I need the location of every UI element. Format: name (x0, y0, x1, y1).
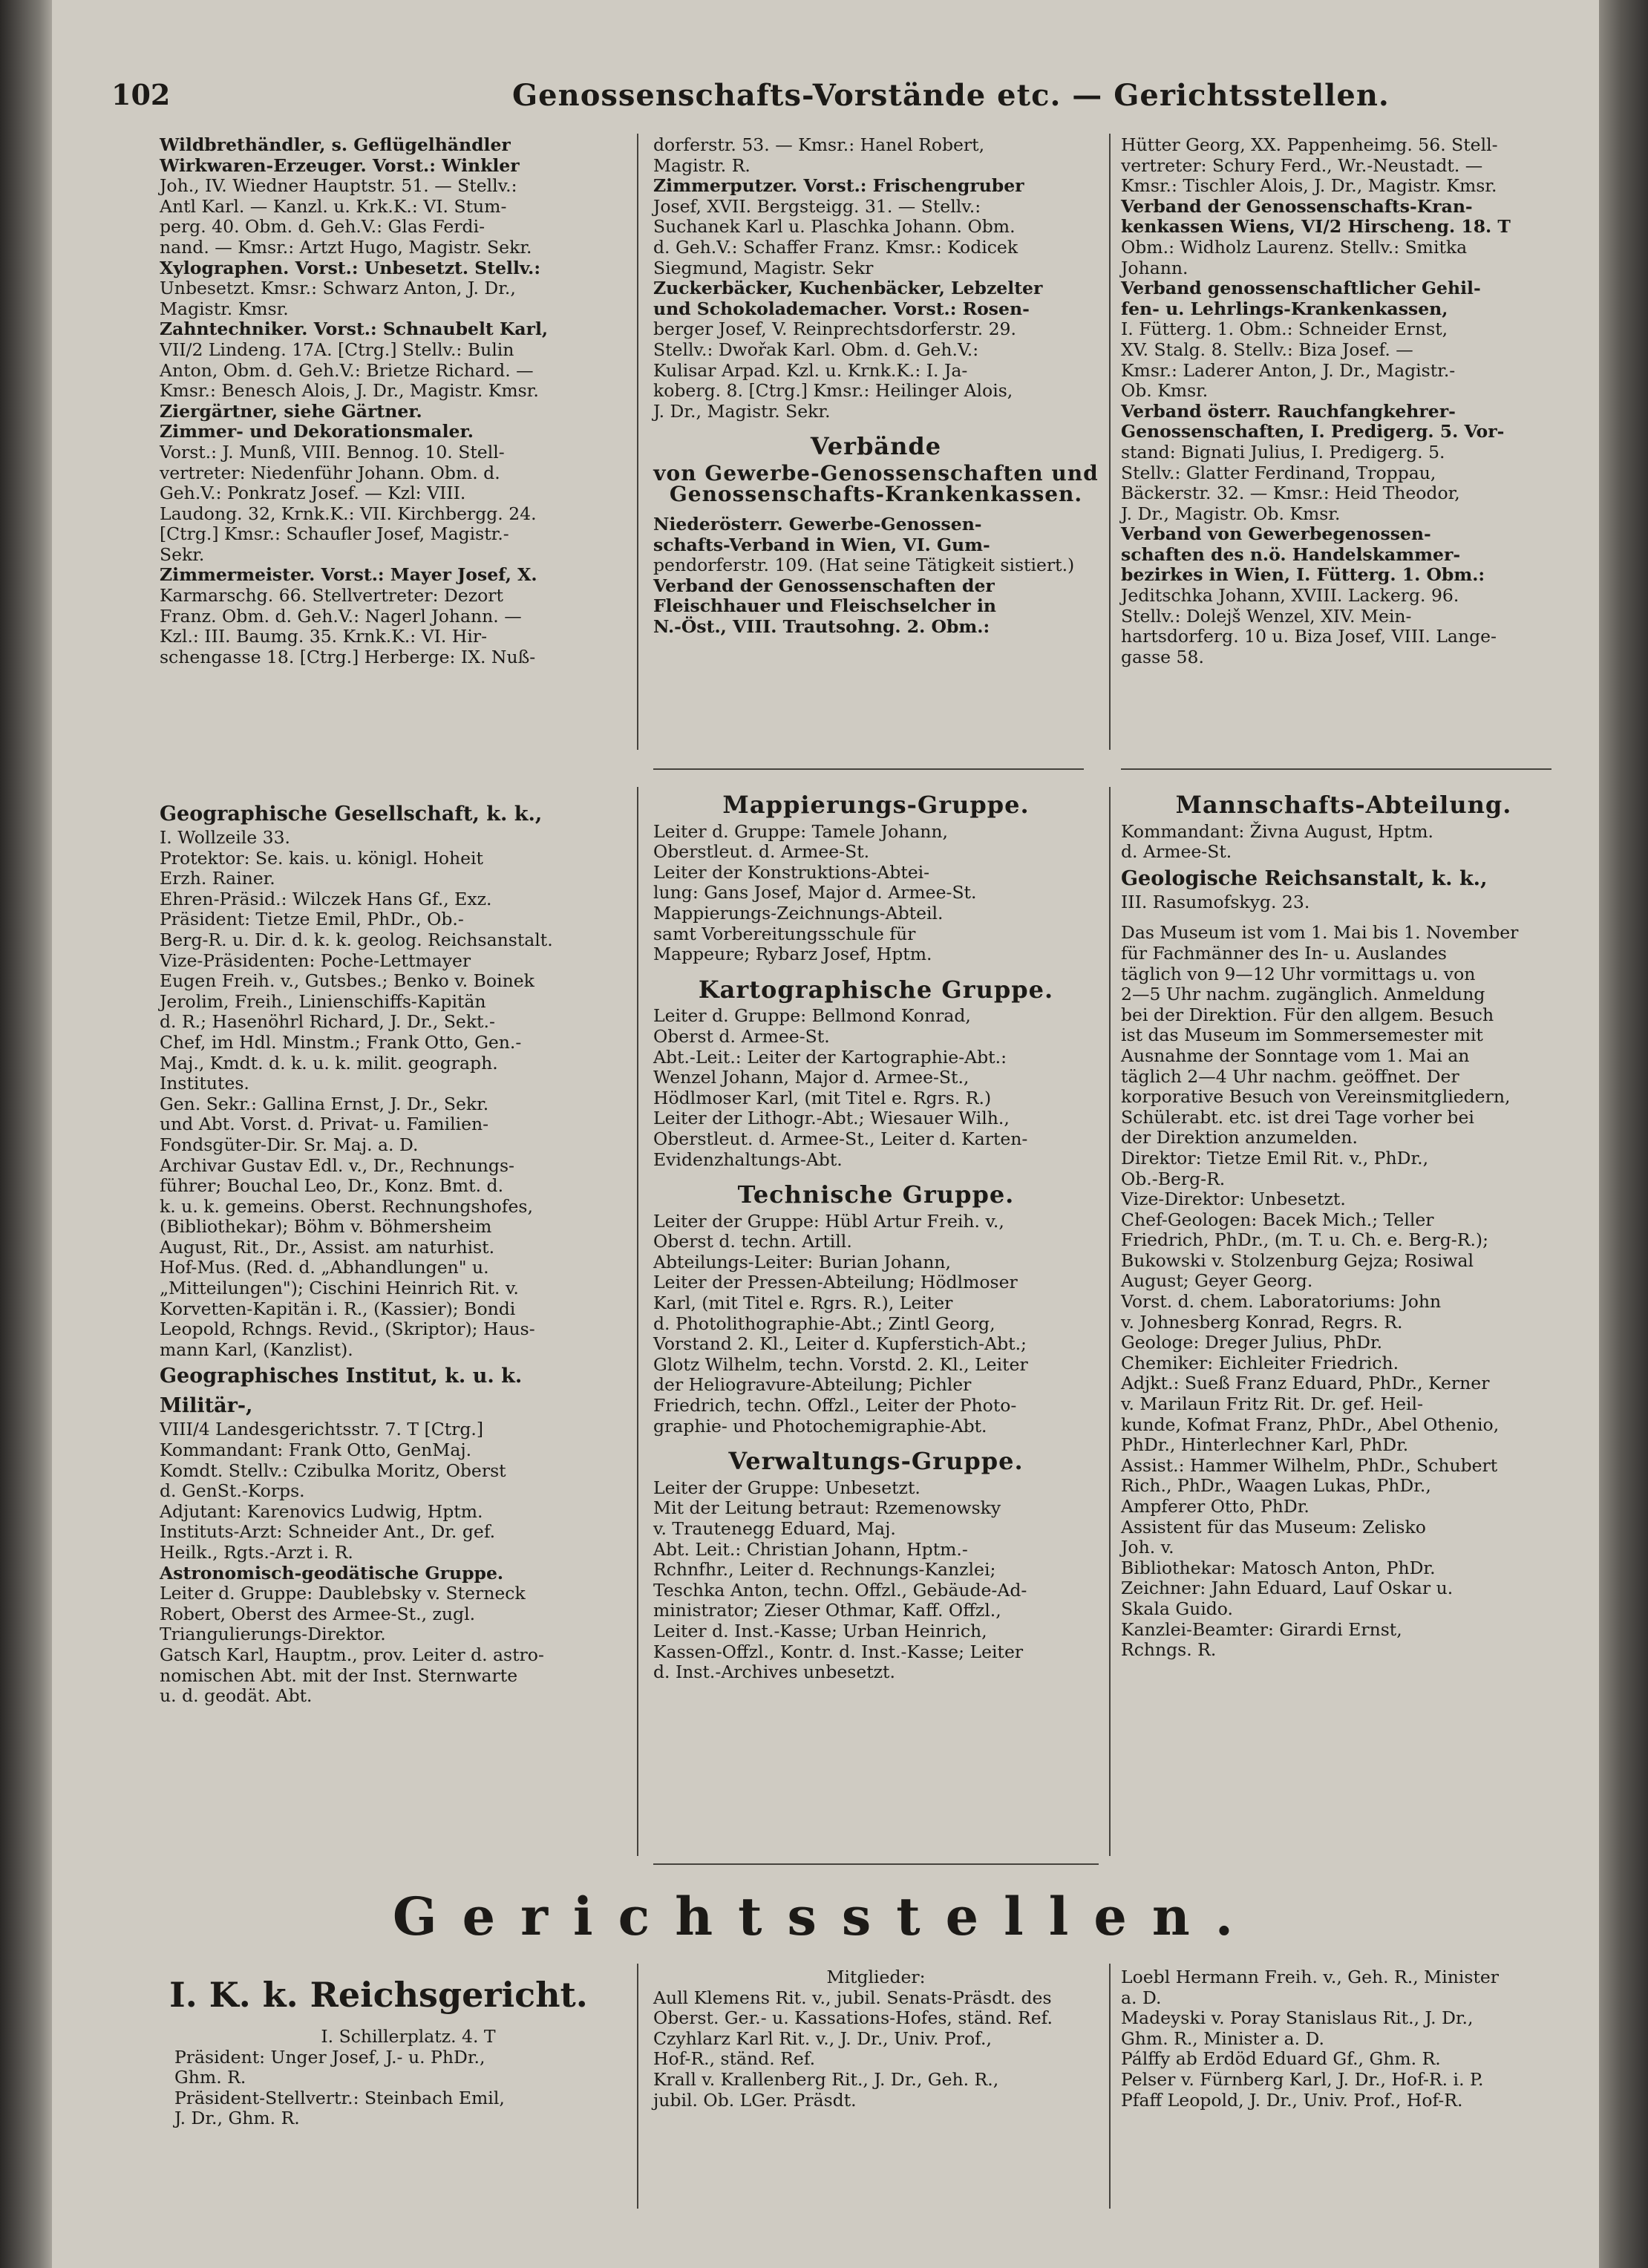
entry-line: hartsdorferg. 10 u. Biza Josef, VIII. Lange- (1121, 626, 1497, 647)
entry-line: Hof-Mus. (Red. d. „Abhandlungen" u. (160, 1257, 489, 1278)
entry-line: Leiter d. Gruppe: Tamele Johann, (653, 820, 948, 842)
entry-line: schengasse 18. [Ctrg.] Herberge: IX. Nuß- (160, 646, 536, 667)
entry-line: Leiter der Lithogr.-Abt.; Wiesauer Wilh., (653, 1108, 1010, 1129)
entry-heading-line: Geographisches Institut, k. u. k. (160, 1365, 523, 1388)
group-heading: Technische Gruppe. (737, 1180, 1015, 1209)
entry-line: Leiter d. Gruppe: Bellmond Konrad, (653, 1005, 971, 1027)
entry-line: Protektor: Se. kais. u. königl. Hoheit (160, 847, 483, 869)
entry-line: ist das Museum im Sommersemester mit (1121, 1024, 1483, 1046)
entry-line: Heilk., Rgts.-Arzt i. R. (160, 1542, 353, 1563)
spacer (653, 422, 1099, 432)
entry-line: Kommandant: Frank Otto, GenMaj. (160, 1439, 472, 1461)
entry-line: Kmsr.: Benesch Alois, J. Dr., Magistr. Kmsr. (160, 380, 539, 402)
entry-line: Direktor: Tietze Emil Rit. v., PhDr., (1121, 1147, 1429, 1169)
entry-line: „Mitteilungen"); Cischini Heinrich Rit. v. (160, 1278, 519, 1299)
entry-line: Anton, Obm. d. Geh.V.: Brietze Richard. — (160, 359, 534, 381)
entry-line: Ampferer Otto, PhDr. (1121, 1496, 1309, 1517)
entry-line: Mappeure; Rybarz Josef, Hptm. (653, 944, 932, 965)
entry-line: stand: Bignati Julius, I. Predigerg. 5. (1121, 441, 1445, 463)
entry-line: Vorst.: J. Munß, VIII. Bennog. 10. Stell- (160, 441, 505, 463)
spacer (1121, 912, 1566, 923)
entry-line: Kanzlei-Beamter: Girardi Ernst, (1121, 1618, 1402, 1640)
entry-line: Schülerabt. etc. ist drei Tage vorher bei (1121, 1106, 1474, 1128)
entry-line: Abteilungs-Leiter: Burian Johann, (653, 1251, 951, 1272)
entry-line: d. Armee-St. (1121, 841, 1232, 863)
entry-line: Pelser v. Fürnberg Karl, J. Dr., Hof-R. i. P. (1121, 2068, 1484, 2090)
entry-line: Josef, XVII. Bergsteigg. 31. — Stellv.: (653, 195, 981, 217)
entry-heading-line: Verband österr. Rauchfangkehrer- (1121, 400, 1456, 422)
entry-line: lung: Gans Josef, Major d. Armee-St. (653, 882, 977, 903)
column-1-middle (160, 798, 624, 1707)
entry-line: Archivar Gustav Edl. v., Dr., Rechnungs- (160, 1154, 514, 1176)
entry-line: Hof-R., ständ. Ref. (653, 2048, 816, 2070)
entry-line: III. Rasumofskyg. 23. (1121, 891, 1310, 912)
entry-line: VII/2 Lindeng. 17A. [Ctrg.] Stellv.: Bulin (160, 339, 514, 360)
entry-line: Pálffy ab Erdöd Eduard Gf., Ghm. R. (1121, 2048, 1441, 2070)
column-3-top (1121, 135, 1566, 667)
entry-line: Friedrich, PhDr., (m. T. u. Ch. e. Berg-R.); (1121, 1229, 1489, 1251)
entry-line: nomischen Abt. mit der Inst. Sternwarte (160, 1664, 518, 1686)
entry-line: Bibliothekar: Matosch Anton, PhDr. (1121, 1557, 1436, 1578)
entry-line: gasse 58. (1121, 646, 1204, 667)
entry-line: vertreter: Schury Ferd., Wr.-Neustadt. — (1121, 154, 1483, 176)
entry-line: Glotz Wilhelm, techn. Vorstd. 2. Kl., Leiter (653, 1353, 1028, 1375)
entry-line: Präsident-Stellvertr.: Steinbach Emil, (174, 2087, 505, 2108)
entry-line: Unbesetzt. Kmsr.: Schwarz Anton, J. Dr., (160, 278, 516, 299)
entry-line: Johann. (1121, 257, 1188, 278)
entry-line: Ausnahme der Sonntage vom 1. Mai an (1121, 1045, 1470, 1066)
section-divider (653, 1863, 1099, 1865)
entry-heading-line: Verband der Genossenschaften der (653, 575, 995, 596)
column-divider (1109, 787, 1111, 1856)
entry-heading-line: Zuckerbäcker, Kuchenbäcker, Lebzelter (653, 278, 1043, 299)
entry-line: I. Wollzeile 33. (160, 827, 291, 848)
entry-line: Vize-Präsidenten: Poche-Lettmayer (160, 950, 471, 971)
entry-heading-line: bezirkes in Wien, I. Fütterg. 1. Obm.: (1121, 564, 1485, 586)
entry-line: Madeyski v. Poray Stanislaus Rit., J. Dr., (1121, 2007, 1474, 2029)
entry-line: d. R.; Hasenöhrl Richard, J. Dr., Sekt.- (160, 1011, 495, 1033)
entry-line: Chef-Geologen: Bacek Mich.; Teller (1121, 1209, 1434, 1230)
entry-line: Mitglieder: (826, 1967, 926, 1987)
entry-line: Laudong. 32, Krnk.K.: VII. Kirchbergg. 24. (160, 503, 537, 524)
entry-heading-line: Zimmermeister. Vorst.: Mayer Josef, X. (160, 564, 537, 586)
entry-line: Sekr. (160, 543, 205, 565)
column-divider (637, 787, 638, 1856)
entry-line: I. Fütterg. 1. Obm.: Schneider Ernst, (1121, 318, 1448, 340)
entry-line: Magistr. R. (653, 154, 751, 176)
entry-line: Vorstand 2. Kl., Leiter d. Kupferstich-Abt.; (653, 1333, 1027, 1355)
entry-line: Assistent für das Museum: Zelisko (1121, 1516, 1426, 1537)
entry-line: u. d. geodät. Abt. (160, 1685, 313, 1707)
entry-line: Erzh. Rainer. (160, 868, 275, 889)
entry-line: d. Photolithographie-Abt.; Zintl Georg, (653, 1313, 995, 1334)
reichsgericht-column-1 (174, 2027, 642, 2129)
entry-line: korporative Besuch von Vereinsmitgliedern, (1121, 1086, 1511, 1108)
entry-line: d. Geh.V.: Schaffer Franz. Kmsr.: Kodicek (653, 236, 1018, 258)
entry-line: Czyhlarz Karl Rit. v., J. Dr., Univ. Prof., (653, 2027, 992, 2049)
entry-line: Evidenzhaltungs-Abt. (653, 1148, 843, 1170)
entry-heading-line: Niederösterr. Gewerbe-Genossen- (653, 514, 982, 535)
entry-heading-line: Militär-, (160, 1394, 253, 1418)
entry-heading-line: Wirkwaren-Erzeuger. Vorst.: Winkler (160, 154, 520, 176)
entry-line: Wenzel Johann, Major d. Armee-St., (653, 1067, 969, 1088)
entry-line: v. Johnesberg Konrad, Regrs. R. (1121, 1311, 1403, 1333)
entry-line: vertreter: Niedenführ Johann. Obm. d. (160, 462, 500, 483)
entry-line: Bukowski v. Stolzenburg Gejza; Rosiwal (1121, 1249, 1474, 1271)
entry-heading-line: schaften des n.ö. Handelskammer- (1121, 543, 1461, 565)
entry-heading-line: Zahntechniker. Vorst.: Schnaubelt Karl, (160, 318, 549, 340)
entry-line: Oberstleut. d. Armee-St. (653, 841, 870, 863)
entry-line: d. GenSt.-Korps. (160, 1480, 305, 1502)
column-divider (1109, 134, 1111, 750)
group-heading: Mannschafts-Abteilung. (1175, 791, 1512, 819)
entry-line: PhDr., Hinterlechner Karl, PhDr. (1121, 1434, 1409, 1456)
column-2-top (653, 135, 1099, 638)
entry-line: (Bibliothekar); Böhm v. Böhmersheim (160, 1216, 492, 1238)
entry-line: Leiter d. Inst.-Kasse; Urban Heinrich, (653, 1620, 987, 1641)
entry-line: Vorst. d. chem. Laboratoriums: John (1121, 1291, 1442, 1313)
entry-heading-line: Geographische Gesellschaft, k. k., (160, 803, 543, 826)
entry-line: Pfaff Leopold, J. Dr., Univ. Prof., Hof-R. (1121, 2089, 1463, 2111)
entry-heading-line: Genossenschaften, I. Predigerg. 5. Vor- (1121, 421, 1505, 442)
entry-line: führer; Bouchal Leo, Dr., Konz. Bmt. d. (160, 1175, 504, 1197)
entry-line: Krall v. Krallenberg Rit., J. Dr., Geh. R., (653, 2068, 999, 2090)
entry-line: Joh., IV. Wiedner Hauptstr. 51. — Stellv.: (160, 175, 517, 197)
column-3-middle (1121, 791, 1566, 1661)
entry-heading-line: Verband genossenschaftlicher Gehil- (1121, 278, 1481, 299)
entry-line: Kmsr.: Laderer Anton, J. Dr., Magistr.- (1121, 359, 1456, 381)
entry-line: 2—5 Uhr nachm. zugänglich. Anmeldung (1121, 984, 1485, 1005)
entry-line: ministrator; Zieser Othmar, Kaff. Offzl., (653, 1600, 1001, 1621)
group-heading: Verwaltungs-Gruppe. (728, 1447, 1024, 1476)
entry-line: I. Schillerplatz. 4. T (321, 2026, 496, 2047)
entry-line: Franz. Obm. d. Geh.V.: Nagerl Johann. — (160, 605, 522, 627)
entry-line: Vize-Direktor: Unbesetzt. (1121, 1189, 1346, 1210)
page-number: 102 (111, 78, 171, 111)
entry-line: Geologe: Dreger Julius, PhDr. (1121, 1332, 1383, 1353)
entry-line: Friedrich, techn. Offzl., Leiter der Photo- (653, 1395, 1017, 1416)
entry-line: Leiter der Gruppe: Unbesetzt. (653, 1477, 921, 1498)
entry-line: Abt.-Leit.: Leiter der Kartographie-Abt.: (653, 1046, 1007, 1068)
entry-heading-line: schafts-Verband in Wien, VI. Gum- (653, 534, 990, 555)
entry-line: Stellv.: Dwořak Karl. Obm. d. Geh.V.: (653, 339, 979, 360)
entry-line: Ghm. R. (174, 2067, 246, 2088)
entry-line: Rich., PhDr., Waagen Lukas, PhDr., (1121, 1475, 1431, 1497)
entry-line: August, Rit., Dr., Assist. am naturhist. (160, 1236, 495, 1258)
reichsgericht-column-2 (653, 1967, 1099, 2111)
entry-heading-line: und Schokolademacher. Vorst.: Rosen- (653, 298, 1030, 319)
entry-line: Maj., Kmdt. d. k. u. k. milit. geograph. (160, 1052, 498, 1073)
entry-line: k. u. k. gemeins. Oberst. Rechnungshofes, (160, 1195, 533, 1217)
entry-line: v. Marilaun Fritz Rit. Dr. gef. Heil- (1121, 1393, 1424, 1415)
entry-heading-line: kenkassen Wiens, VI/2 Hirscheng. 18. T (1121, 216, 1511, 238)
entry-line: Rchnfhr., Leiter d. Rechnungs-Kanzlei; (653, 1559, 996, 1581)
entry-heading-line: Astronomisch-geodätische Gruppe. (160, 1562, 504, 1584)
entry-line: Skala Guido. (1121, 1598, 1234, 1619)
entry-line: koberg. 8. [Ctrg.] Kmsr.: Heilinger Alois, (653, 380, 1013, 402)
reichsgericht-column-3 (1121, 1967, 1566, 2111)
entry-heading-line: Zimmer- und Dekorationsmaler. (160, 421, 474, 442)
entry-line: VIII/4 Landesgerichtsstr. 7. T [Ctrg.] (160, 1419, 484, 1440)
entry-line: J. Dr., Ghm. R. (174, 2108, 300, 2129)
page-edge-shadow (1599, 0, 1648, 2268)
entry-line: der Heliogravure-Abteilung; Pichler (653, 1374, 972, 1396)
entry-line: Kmsr.: Tischler Alois, J. Dr., Magistr. Kmsr. (1121, 175, 1497, 197)
entry-line: Aull Klemens Rit. v., jubil. Senats-Präsdt. des (653, 1987, 1052, 2008)
entry-line: Oberst. Ger.- u. Kassations-Hofes, ständ. Ref. (653, 2007, 1053, 2029)
entry-line: samt Vorbereitungsschule für (653, 923, 916, 944)
entry-line: für Fachmänner des In- u. Auslandes (1121, 942, 1447, 964)
entry-line: v. Trautenegg Eduard, Maj. (653, 1518, 896, 1539)
entry-line: und Abt. Vorst. d. Privat- u. Familien- (160, 1114, 489, 1135)
entry-heading-line: Wildbrethändler, s. Geflügelhändler (160, 134, 511, 155)
entry-line: Stellv.: Dolejš Wenzel, XIV. Mein- (1121, 605, 1412, 627)
group-subheading: Genossenschafts-Krankenkassen. (669, 481, 1083, 506)
entry-line: Chef, im Hdl. Minstm.; Frank Otto, Gen.- (160, 1031, 522, 1053)
entry-line: nand. — Kmsr.: Artzt Hugo, Magistr. Sekr. (160, 236, 532, 258)
entry-line: graphie- und Photochemigraphie-Abt. (653, 1415, 987, 1437)
entry-line: täglich von 9—12 Uhr vormittags u. von (1121, 963, 1476, 984)
entry-line: August; Geyer Georg. (1121, 1270, 1313, 1292)
entry-line: Gen. Sekr.: Gallina Ernst, J. Dr., Sekr. (160, 1093, 489, 1114)
entry-line: dorferstr. 53. — Kmsr.: Hanel Robert, (653, 134, 985, 155)
entry-line: Bäckerstr. 32. — Kmsr.: Heid Theodor, (1121, 483, 1460, 504)
section-heading-gerichtsstellen: Gerichtsstellen. (392, 1886, 1259, 1947)
entry-line: Robert, Oberst des Armee-St., zugl. (160, 1603, 476, 1624)
entry-heading-line: Verband von Gewerbegenossen- (1121, 523, 1431, 545)
entry-line: Chemiker: Eichleiter Friedrich. (1121, 1352, 1399, 1373)
entry-line: Gatsch Karl, Hauptm., prov. Leiter d. astro- (160, 1644, 544, 1665)
entry-line: Loebl Hermann Freih. v., Geh. R., Minister (1121, 1967, 1500, 1987)
entry-line: Berg-R. u. Dir. d. k. k. geolog. Reichsanstalt. (160, 929, 553, 950)
entry-line: a. D. (1121, 1987, 1162, 2008)
entry-heading-line: Verband der Genossenschafts-Kran- (1121, 195, 1473, 217)
running-head (111, 78, 1390, 122)
column-divider (637, 1964, 638, 2209)
entry-line: Karmarschg. 66. Stellvertreter: Dezort (160, 585, 503, 607)
entry-line: J. Dr., Magistr. Sekr. (653, 400, 831, 422)
entry-line: Ghm. R., Minister a. D. (1121, 2027, 1325, 2049)
entry-line: Oberst d. Armee-St. (653, 1025, 830, 1047)
entry-line: Jerolim, Freih., Linienschiffs-Kapitän (160, 990, 486, 1012)
entry-line: bei der Direktion. Für den allgem. Besuch (1121, 1004, 1494, 1025)
entry-line: täglich 2—4 Uhr nachm. geöffnet. Der (1121, 1065, 1459, 1087)
entry-line: Institutes. (160, 1073, 249, 1094)
entry-line: Suchanek Karl u. Plaschka Johann. Obm. (653, 216, 1016, 238)
spacer (653, 1437, 1099, 1447)
entry-line: Adjutant: Karenovics Ludwig, Hptm. (160, 1500, 483, 1522)
entry-line: Leiter der Gruppe: Hübl Artur Freih. v., (653, 1210, 1004, 1232)
entry-line: Ehren-Präsid.: Wilczek Hans Gf., Exz. (160, 888, 492, 909)
entry-line: Kulisar Arpad. Kzl. u. Krnk.K.: I. Ja- (653, 359, 968, 381)
entry-line: Leiter der Pressen-Abteilung; Hödlmoser (653, 1272, 1018, 1293)
entry-line: jubil. Ob. LGer. Präsdt. (653, 2089, 857, 2111)
entry-heading-line: N.-Öst., VIII. Trautsohng. 2. Obm.: (653, 616, 990, 638)
entry-line: Leopold, Rchngs. Revid., (Skriptor); Haus- (160, 1318, 535, 1340)
entry-line: mann Karl, (Kanzlist). (160, 1339, 353, 1360)
entry-line: Magistr. Kmsr. (160, 298, 289, 319)
subsection-heading-reichsgericht: I. K. k. Reichsgericht. (169, 1975, 588, 2015)
entry-line: Zeichner: Jahn Eduard, Lauf Oskar u. (1121, 1578, 1454, 1599)
entry-line: kunde, Kofmat Franz, PhDr., Abel Othenio, (1121, 1414, 1500, 1435)
section-divider (1121, 768, 1551, 770)
entry-line: Geh.V.: Ponkratz Josef. — Kzl: VIII. (160, 483, 466, 504)
entry-line: Rchngs. R. (1121, 1639, 1217, 1661)
entry-heading-line: Geologische Reichsanstalt, k. k., (1121, 866, 1488, 890)
entry-line: Eugen Freih. v., Gutsbes.; Benko v. Boinek (160, 970, 534, 992)
entry-heading-line: Xylographen. Vorst.: Unbesetzt. Stellv.: (160, 257, 541, 278)
entry-line: Instituts-Arzt: Schneider Ant., Dr. gef. (160, 1521, 496, 1543)
entry-line: Teschka Anton, techn. Offzl., Gebäude-Ad- (653, 1579, 1027, 1601)
entry-line: Obm.: Widholz Laurenz. Stellv.: Smitka (1121, 236, 1468, 258)
group-heading: Kartographische Gruppe. (698, 975, 1054, 1004)
entry-line: Präsident: Unger Josef, J.- u. PhDr., (174, 2046, 485, 2068)
entry-line: Präsident: Tietze Emil, PhDr., Ob.- (160, 909, 464, 930)
entry-line: Das Museum ist vom 1. Mai bis 1. November (1121, 922, 1519, 944)
entry-heading-line: Ziergärtner, siehe Gärtner. (160, 400, 422, 422)
entry-line: Assist.: Hammer Wilhelm, PhDr., Schubert (1121, 1454, 1498, 1476)
entry-line: Mit der Leitung betraut: Rzemenowsky (653, 1497, 1001, 1519)
entry-line: Ob.-Berg-R. (1121, 1168, 1226, 1189)
entry-heading-line: fen- u. Lehrlings-Krankenkassen, (1121, 298, 1448, 319)
entry-line: Triangulierungs-Direktor. (160, 1624, 386, 1645)
book-spine-shadow (0, 0, 52, 2268)
group-heading: Mappierungs-Gruppe. (722, 791, 1030, 819)
entry-line: Karl, (mit Titel e. Rgrs. R.), Leiter (653, 1293, 953, 1314)
entry-line: XV. Stalg. 8. Stellv.: Biza Josef. — (1121, 339, 1413, 360)
column-divider (637, 134, 638, 750)
entry-line: Mappierungs-Zeichnungs-Abteil. (653, 902, 944, 924)
spacer (653, 1170, 1099, 1180)
entry-heading-line: Fleischhauer und Fleischselcher in (653, 595, 996, 617)
entry-line: Kommandant: Živna August, Hptm. (1121, 820, 1434, 842)
entry-line: Komdt. Stellv.: Czibulka Moritz, Oberst (160, 1460, 506, 1481)
entry-line: J. Dr., Magistr. Ob. Kmsr. (1121, 503, 1341, 524)
entry-line: Joh. v. (1121, 1537, 1174, 1558)
entry-line: d. Inst.-Archives unbesetzt. (653, 1661, 895, 1683)
entry-line: Hütter Georg, XX. Pappenheimg. 56. Stell- (1121, 134, 1498, 155)
entry-line: Kzl.: III. Baumg. 35. Krnk.K.: VI. Hir- (160, 626, 488, 647)
entry-line: Ob. Kmsr. (1121, 380, 1209, 402)
column-1-top (160, 135, 624, 667)
entry-line: Kassen-Offzl., Kontr. d. Inst.-Kasse; Leiter (653, 1641, 1024, 1662)
column-2-middle (653, 791, 1099, 1683)
group-heading: Verbände (810, 432, 942, 461)
entry-line: perg. 40. Obm. d. Geh.V.: Glas Ferdi- (160, 216, 485, 238)
entry-line: [Ctrg.] Kmsr.: Schaufler Josef, Magistr.- (160, 523, 509, 545)
entry-line: Oberstleut. d. Armee-St., Leiter d. Karten- (653, 1128, 1028, 1149)
entry-line: berger Josef, V. Reinprechtsdorferstr. 29. (653, 318, 1016, 340)
entry-heading-line: Zimmerputzer. Vorst.: Frischengruber (653, 175, 1024, 197)
entry-line: Jeditschka Johann, XVIII. Lackerg. 96. (1121, 585, 1459, 607)
entry-line: Leiter d. Gruppe: Daublebsky v. Sterneck (160, 1583, 526, 1604)
section-divider (653, 768, 1084, 770)
page-title: Genossenschafts-Vorstände etc. — Gerichtsstellen. (512, 78, 1390, 113)
entry-line: Stellv.: Glatter Ferdinand, Troppau, (1121, 462, 1436, 483)
entry-line: Abt. Leit.: Christian Johann, Hptm.- (653, 1538, 968, 1560)
entry-line: Leiter der Konstruktions-Abtei- (653, 861, 930, 883)
entry-line: der Direktion anzumelden. (1121, 1127, 1358, 1148)
group-subheading: von Gewerbe-Genossenschaften und (653, 460, 1099, 486)
spacer (653, 965, 1099, 975)
column-divider (1109, 1964, 1111, 2209)
entry-line: Fondsgüter-Dir. Sr. Maj. a. D. (160, 1134, 419, 1155)
entry-line: Korvetten-Kapitän i. R., (Kassier); Bondi (160, 1298, 516, 1319)
entry-line: Oberst d. techn. Artill. (653, 1231, 852, 1252)
entry-line: Adjkt.: Sueß Franz Eduard, PhDr., Kerner (1121, 1373, 1490, 1394)
entry-line: Antl Karl. — Kanzl. u. Krk.K.: VI. Stum- (160, 195, 507, 217)
entry-line: pendorferstr. 109. (Hat seine Tätigkeit sistiert.) (653, 555, 1075, 576)
entry-line: Hödlmoser Karl, (mit Titel e. Rgrs. R.) (653, 1087, 992, 1108)
entry-line: Siegmund, Magistr. Sekr (653, 257, 874, 278)
